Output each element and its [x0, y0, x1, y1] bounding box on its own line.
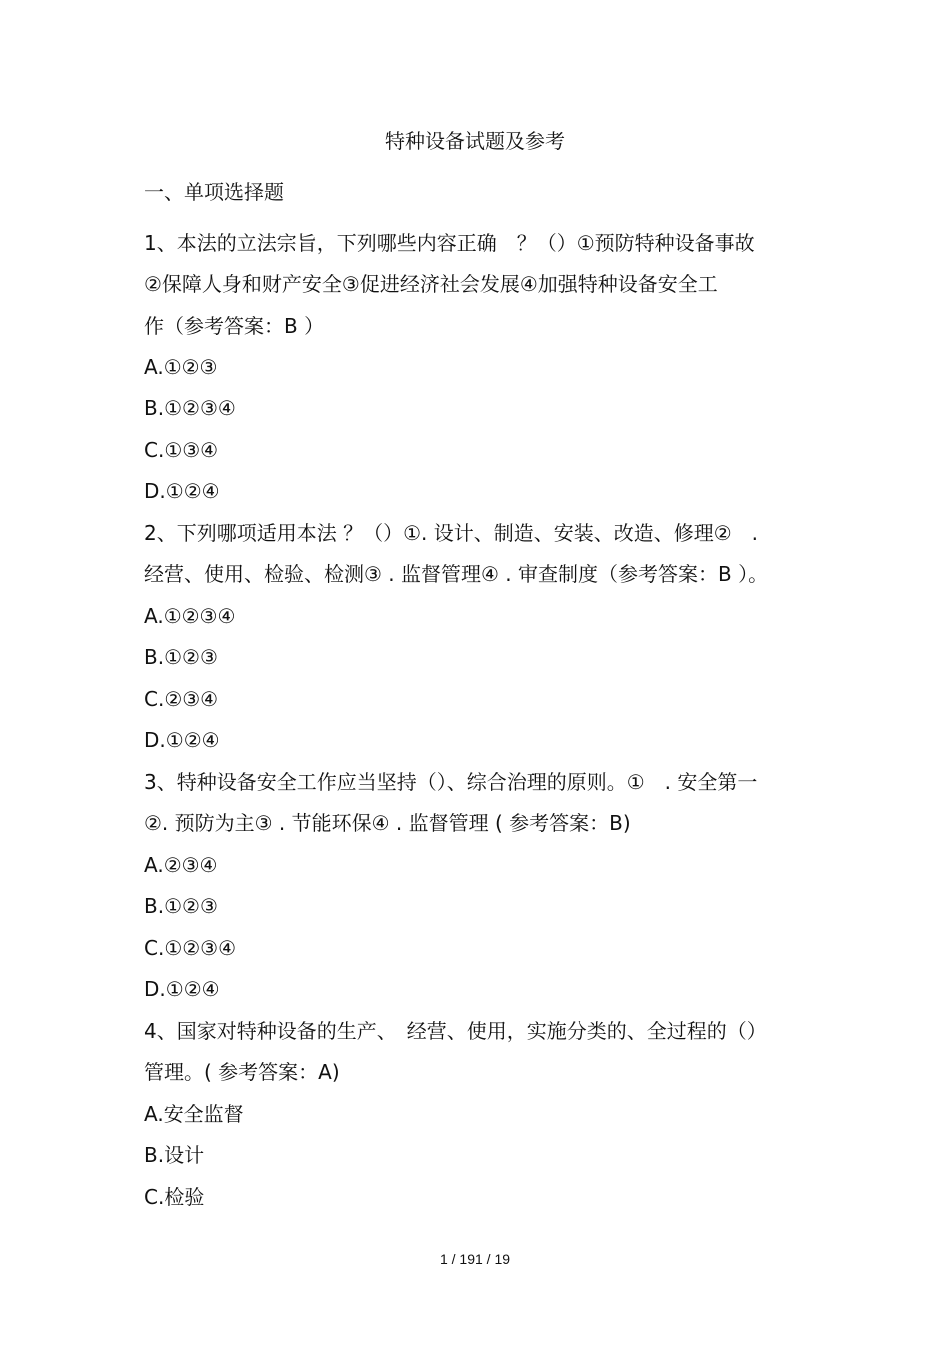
- document-title: 特种设备试题及参考: [385, 129, 565, 153]
- question-4-option-c: C.检验: [144, 1185, 205, 1209]
- question-4-stem-line-2: 管理。( 参考答案：A): [144, 1060, 340, 1084]
- question-3-option-d: D.①②④: [144, 977, 220, 1001]
- question-3-option-c: C.①②③④: [144, 936, 237, 960]
- question-1-option-d: D.①②④: [144, 479, 220, 503]
- page-indicator: 1 / 191 / 19: [439, 1251, 511, 1267]
- question-2-option-c: C.②③④: [144, 687, 219, 711]
- question-1-stem-line-3: 作（参考答案：B ）: [144, 314, 325, 338]
- question-2-stem-line-1: 2、下列哪项适用本法 ？（）①. 设计、制造、安装、改造、修理② .: [144, 521, 759, 545]
- question-1-option-b: B.①②③④: [144, 396, 236, 420]
- question-3-option-a: A.②③④: [144, 853, 218, 877]
- question-1-stem-line-2: ②保障人身和财产安全③促进经济社会发展④加强特种设备安全工: [144, 272, 718, 296]
- question-4-option-b: B.设计: [144, 1143, 205, 1167]
- question-3-stem-line-1: 3、特种设备安全工作应当坚持（）、综合治理的原则。① . 安全第一: [144, 770, 758, 794]
- question-2-option-b: B.①②③: [144, 645, 218, 669]
- question-3-option-b: B.①②③: [144, 894, 218, 918]
- question-2-stem-line-2: 经营、使用、检验、检测③ . 监督管理④ . 审查制度（参考答案：B ）。: [144, 562, 769, 586]
- question-3-stem-line-2: ②. 预防为主③ . 节能环保④ . 监督管理 ( 参考答案：B): [144, 811, 631, 835]
- question-1-option-c: C.①③④: [144, 438, 219, 462]
- question-4-option-a: A.安全监督: [144, 1102, 244, 1126]
- question-2-option-d: D.①②④: [144, 728, 220, 752]
- question-1-stem-line-1: 1、本法的立法宗旨，下列哪些内容正确 ？（）①预防特种设备事故: [144, 231, 755, 255]
- question-4-stem-line-1: 4、国家对特种设备的生产、 经营、使用，实施分类的、全过程的（）: [144, 1019, 767, 1043]
- section-heading: 一、单项选择题: [144, 180, 284, 204]
- question-1-option-a: A.①②③: [144, 355, 218, 379]
- question-2-option-a: A.①②③④: [144, 604, 236, 628]
